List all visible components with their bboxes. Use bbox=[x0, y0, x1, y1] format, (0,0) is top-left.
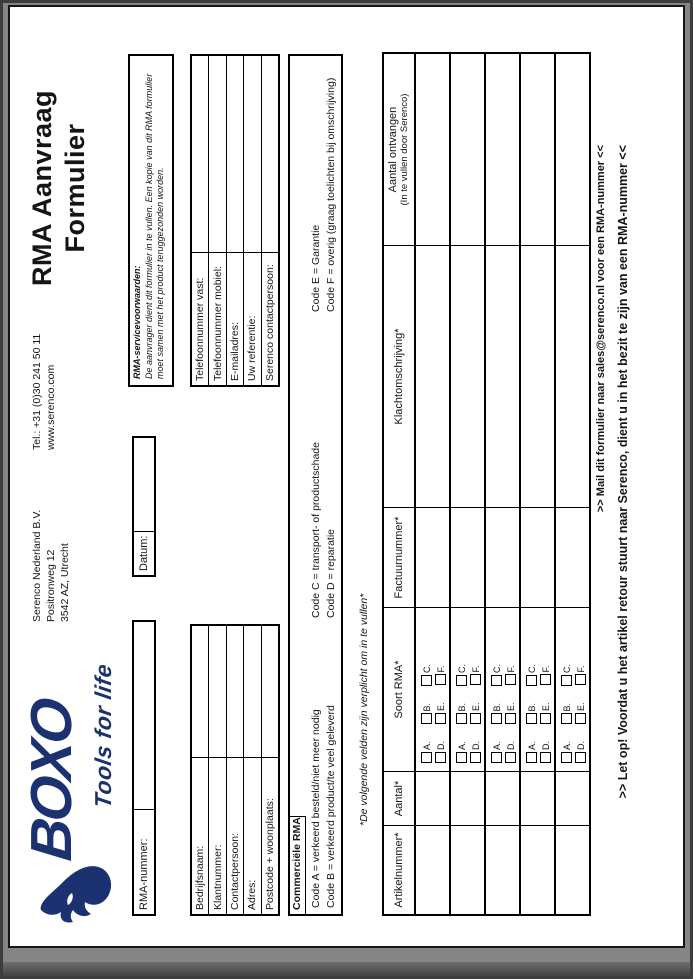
checkbox-f[interactable] bbox=[435, 674, 446, 685]
factuurnummer-cell[interactable] bbox=[486, 508, 519, 608]
factuurnummer-cell[interactable] bbox=[521, 508, 554, 608]
checkbox-item-b bbox=[526, 703, 537, 725]
aantal-ontvangen-cell[interactable] bbox=[556, 54, 589, 246]
checkbox-b-label: B. bbox=[526, 702, 537, 712]
checkbox-c[interactable] bbox=[421, 675, 432, 686]
customer-info-block bbox=[190, 624, 280, 916]
company-city: 3542 AZ, Utrecht bbox=[59, 543, 71, 622]
artikelnummer-cell[interactable] bbox=[486, 826, 519, 914]
checkbox-f-label: F. bbox=[575, 665, 586, 673]
checkbox-a-label: A. bbox=[526, 741, 537, 750]
checkbox-a-label: A. bbox=[561, 741, 572, 750]
checkbox-item-a bbox=[526, 741, 537, 763]
klachtomschrijving-cell[interactable] bbox=[486, 246, 519, 508]
klantnummer-field[interactable] bbox=[209, 626, 225, 757]
checkbox-item-c bbox=[421, 664, 432, 686]
soort-rma-cell bbox=[451, 608, 484, 772]
checkbox-b-label: B. bbox=[456, 702, 467, 712]
adres-field[interactable] bbox=[244, 626, 260, 757]
bedrijfsnaam-field[interactable] bbox=[192, 626, 208, 757]
table-row bbox=[519, 54, 554, 914]
service-terms-line1: De aanvrager dient dit formulier in te vullen. Een kopie van dit RMA formulier bbox=[143, 73, 154, 379]
checkbox-b-label: B. bbox=[491, 702, 502, 712]
checkbox-line-abc bbox=[420, 608, 433, 763]
checkbox-d[interactable] bbox=[505, 752, 516, 763]
code-f: Code F = overig (graag toelichten bij omschrijving) bbox=[325, 77, 337, 312]
aantal-ontvangen-cell[interactable] bbox=[451, 54, 484, 246]
checkbox-f[interactable] bbox=[470, 674, 481, 685]
field-row bbox=[243, 56, 260, 385]
datum-label: Datum: bbox=[134, 531, 154, 575]
checkbox-line-abc bbox=[560, 608, 573, 763]
website-url: www.serenco.com bbox=[45, 364, 57, 450]
factuurnummer-cell[interactable] bbox=[416, 508, 449, 608]
commerciele-rma-section bbox=[288, 54, 343, 916]
checkbox-b[interactable] bbox=[561, 713, 572, 724]
aantal-cell[interactable] bbox=[521, 772, 554, 826]
checkbox-b[interactable] bbox=[456, 713, 467, 724]
checkbox-f[interactable] bbox=[575, 674, 586, 685]
soort-rma-cell bbox=[521, 608, 554, 772]
table-row bbox=[484, 54, 519, 914]
checkbox-f-label: F. bbox=[435, 665, 446, 673]
code-a: Code A = verkeerd besteld/niet meer nodig bbox=[310, 709, 322, 908]
form-title-line2: Formulier bbox=[60, 123, 90, 253]
checkbox-b-label: B. bbox=[561, 702, 572, 712]
checkbox-item-a bbox=[456, 741, 467, 763]
checkbox-b[interactable] bbox=[421, 713, 432, 724]
checkbox-line-abc bbox=[525, 608, 538, 763]
artikelnummer-cell[interactable] bbox=[521, 826, 554, 914]
checkbox-item-d bbox=[575, 741, 586, 763]
checkbox-d-label: D. bbox=[575, 741, 586, 750]
field-row bbox=[208, 626, 225, 914]
field-row bbox=[243, 626, 260, 914]
aantal-ontvangen-cell[interactable] bbox=[521, 54, 554, 246]
datum-box bbox=[132, 436, 156, 577]
checkbox-item-a bbox=[491, 741, 502, 763]
checkbox-c-label: C. bbox=[526, 663, 537, 673]
contactpersoon-label: Contactpersoon: bbox=[227, 757, 243, 914]
checkbox-item-e bbox=[540, 702, 551, 724]
checkbox-a-label: A. bbox=[491, 741, 502, 750]
checkbox-item-f bbox=[575, 665, 586, 685]
form-title bbox=[26, 49, 92, 327]
serenco-contactpersoon-field[interactable] bbox=[262, 56, 278, 252]
boxo-logo bbox=[19, 614, 134, 924]
checkbox-item-f bbox=[435, 665, 446, 685]
footer-instructions bbox=[595, 145, 630, 798]
header-aantal-ontvangen: Aantal ontvangen (In te vullen door Serenco) bbox=[384, 54, 414, 246]
checkbox-item-b bbox=[561, 703, 572, 725]
checkbox-e-label: E. bbox=[505, 702, 516, 711]
brand-tagline: Tools for life bbox=[90, 661, 116, 810]
checkbox-item-a bbox=[421, 741, 432, 763]
checkbox-f-label: F. bbox=[505, 665, 516, 673]
field-row bbox=[226, 56, 243, 385]
checkbox-item-e bbox=[575, 702, 586, 724]
checkbox-c-label: C. bbox=[421, 663, 432, 673]
rma-items-table bbox=[382, 52, 591, 916]
rma-number-label: RMA-nummer: bbox=[134, 809, 154, 914]
header-aantal: Aantal* bbox=[384, 772, 414, 826]
header-klachtomschrijving: Klachtomschrijving* bbox=[384, 246, 414, 508]
checkbox-line-def bbox=[574, 608, 587, 763]
boxo-mascot-icon bbox=[38, 864, 114, 924]
emailadres-label: E-mailadres: bbox=[227, 252, 243, 385]
checkbox-e[interactable] bbox=[435, 713, 446, 724]
header-soort-rma: Soort RMA* bbox=[384, 608, 414, 772]
required-fields-note: *De volgende velden zijn verplicht om in te vullen* bbox=[358, 593, 370, 826]
field-row bbox=[208, 56, 225, 385]
klachtomschrijving-cell[interactable] bbox=[416, 246, 449, 508]
checkbox-a[interactable] bbox=[456, 752, 467, 763]
checkbox-d-label: D. bbox=[470, 741, 481, 750]
soort-rma-cell bbox=[486, 608, 519, 772]
field-row bbox=[226, 626, 243, 914]
code-b: Code B = verkeerd product/te veel geleverd bbox=[325, 705, 337, 908]
checkbox-line-abc bbox=[490, 608, 503, 763]
aantal-cell[interactable] bbox=[556, 772, 589, 826]
table-row bbox=[414, 54, 449, 914]
checkbox-item-c bbox=[561, 664, 572, 686]
code-column-ab bbox=[309, 705, 339, 908]
factuurnummer-cell[interactable] bbox=[556, 508, 589, 608]
company-name: Serenco Nederland B.V. bbox=[31, 509, 43, 622]
checkbox-d[interactable] bbox=[575, 752, 586, 763]
serenco-contactpersoon-label: Serenco contactpersoon: bbox=[262, 252, 278, 385]
checkbox-item-b bbox=[456, 703, 467, 725]
checkbox-b-label: B. bbox=[421, 702, 432, 712]
postcode-field[interactable] bbox=[262, 626, 278, 757]
checkbox-c[interactable] bbox=[526, 675, 537, 686]
checkbox-b[interactable] bbox=[491, 713, 502, 724]
checkbox-e-label: E. bbox=[435, 702, 446, 711]
artikelnummer-cell[interactable] bbox=[451, 826, 484, 914]
checkbox-d-label: D. bbox=[540, 741, 551, 750]
telefoon-vast-label: Telefoonnummer vast: bbox=[192, 252, 208, 385]
checkbox-d-label: D. bbox=[435, 741, 446, 750]
field-row bbox=[192, 56, 208, 385]
checkbox-item-b bbox=[491, 703, 502, 725]
code-c: Code C = transport- of productschade bbox=[310, 442, 322, 618]
checkbox-a-label: A. bbox=[456, 741, 467, 750]
company-address bbox=[30, 510, 72, 622]
checkbox-e-label: E. bbox=[470, 702, 481, 711]
checkbox-line-def bbox=[469, 608, 482, 763]
field-row bbox=[261, 56, 278, 385]
letop-instruction: >> Let op! Voordat u het artikel retour stuurt naar Serenco, dient u in het bezit te zijn van een RMA-nummer << bbox=[616, 145, 630, 799]
checkbox-e-label: E. bbox=[540, 702, 551, 711]
aantal-cell[interactable] bbox=[451, 772, 484, 826]
phone-number: Tel.: +31 (0)30 241 50 11 bbox=[31, 333, 43, 450]
aantal-cell[interactable] bbox=[486, 772, 519, 826]
checkbox-line-def bbox=[504, 608, 517, 763]
referentie-field[interactable] bbox=[244, 56, 260, 252]
checkbox-f[interactable] bbox=[505, 674, 516, 685]
aantal-ontvangen-cell[interactable] bbox=[416, 54, 449, 246]
aantal-ontvangen-cell[interactable] bbox=[486, 54, 519, 246]
aantal-cell[interactable] bbox=[416, 772, 449, 826]
checkbox-item-e bbox=[470, 702, 481, 724]
telefoon-vast-field[interactable] bbox=[192, 56, 208, 252]
klantnummer-label: Klantnummer: bbox=[209, 757, 225, 914]
form-title-line1: RMA Aanvraag bbox=[27, 89, 57, 287]
service-terms bbox=[128, 54, 174, 387]
table-body bbox=[414, 54, 589, 914]
checkbox-item-e bbox=[505, 702, 516, 724]
checkbox-c-label: C. bbox=[491, 663, 502, 673]
table-row bbox=[554, 54, 589, 914]
mail-instruction: >> Mail dit formulier naar sales@serenco.nl voor een RMA-nummer << bbox=[595, 145, 607, 513]
checkbox-item-d bbox=[540, 741, 551, 763]
code-e: Code E = Garantie bbox=[310, 224, 322, 312]
code-column-cd bbox=[309, 442, 339, 618]
brand-wordmark: BOXO bbox=[19, 697, 84, 864]
factuurnummer-cell[interactable] bbox=[451, 508, 484, 608]
postcode-label: Postcode + woonplaats: bbox=[262, 757, 278, 914]
emailadres-field[interactable] bbox=[227, 56, 243, 252]
soort-rma-cell bbox=[556, 608, 589, 772]
artikelnummer-cell[interactable] bbox=[556, 826, 589, 914]
checkbox-e[interactable] bbox=[575, 713, 586, 724]
checkbox-item-e bbox=[435, 702, 446, 724]
rma-number-box bbox=[132, 620, 156, 916]
header-factuurnummer: Factuurnummer* bbox=[384, 508, 414, 608]
checkbox-item-b bbox=[421, 703, 432, 725]
company-contact bbox=[30, 334, 58, 450]
soort-rma-cell bbox=[416, 608, 449, 772]
adres-label: Adres: bbox=[244, 757, 260, 914]
checkbox-item-a bbox=[561, 741, 572, 763]
klachtomschrijving-cell[interactable] bbox=[521, 246, 554, 508]
checkbox-f-label: F. bbox=[470, 665, 481, 673]
rotated-form-canvas bbox=[10, 7, 682, 944]
checkbox-item-f bbox=[470, 665, 481, 685]
company-street: Positronweg 12 bbox=[45, 549, 57, 622]
bedrijfsnaam-label: Bedrijfsnaam: bbox=[192, 757, 208, 914]
service-terms-line2: moet samen met het product teruggezonden worden. bbox=[155, 167, 165, 379]
telefoon-mobiel-label: Telefoonnummer mobiel: bbox=[209, 252, 225, 385]
checkbox-item-f bbox=[505, 665, 516, 685]
checkbox-b[interactable] bbox=[526, 713, 537, 724]
document-page bbox=[8, 5, 685, 948]
commerciele-rma-heading: Commerciële RMA bbox=[290, 816, 306, 914]
field-row bbox=[192, 626, 208, 914]
code-column-ef bbox=[309, 77, 339, 312]
checkbox-a[interactable] bbox=[491, 752, 502, 763]
header-aantal-ontvangen-sub: (In te vullen door Serenco) bbox=[399, 93, 410, 206]
klachtomschrijving-cell[interactable] bbox=[451, 246, 484, 508]
checkbox-c[interactable] bbox=[456, 675, 467, 686]
contact-info-block bbox=[190, 54, 280, 387]
datum-field[interactable] bbox=[134, 438, 154, 531]
checkbox-c[interactable] bbox=[561, 675, 572, 686]
checkbox-f[interactable] bbox=[540, 674, 551, 685]
checkbox-e[interactable] bbox=[470, 713, 481, 724]
checkbox-a[interactable] bbox=[561, 752, 572, 763]
checkbox-c[interactable] bbox=[491, 675, 502, 686]
contactpersoon-field[interactable] bbox=[227, 626, 243, 757]
checkbox-c-label: C. bbox=[561, 663, 572, 673]
field-row bbox=[261, 626, 278, 914]
code-d: Code D = reparatie bbox=[325, 528, 337, 618]
checkbox-item-c bbox=[526, 664, 537, 686]
checkbox-a[interactable] bbox=[526, 752, 537, 763]
service-terms-heading: RMA-servicevoorwaarden: bbox=[132, 265, 142, 379]
table-header-row bbox=[384, 54, 414, 914]
checkbox-d[interactable] bbox=[540, 752, 551, 763]
checkbox-e-label: E. bbox=[575, 702, 586, 711]
header-artikelnummer: Artikelnummer* bbox=[392, 832, 405, 908]
page-shadow bbox=[0, 962, 693, 979]
checkbox-a[interactable] bbox=[421, 752, 432, 763]
checkbox-line-def bbox=[434, 608, 447, 763]
artikelnummer-cell[interactable] bbox=[416, 826, 449, 914]
checkbox-d[interactable] bbox=[435, 752, 446, 763]
table-row bbox=[449, 54, 484, 914]
rma-number-field[interactable] bbox=[134, 622, 154, 809]
checkbox-line-def bbox=[539, 608, 552, 763]
checkbox-c-label: C. bbox=[456, 663, 467, 673]
checkbox-item-c bbox=[456, 664, 467, 686]
checkbox-item-f bbox=[540, 665, 551, 685]
checkbox-e[interactable] bbox=[505, 713, 516, 724]
klachtomschrijving-cell[interactable] bbox=[556, 246, 589, 508]
telefoon-mobiel-field[interactable] bbox=[209, 56, 225, 252]
checkbox-item-c bbox=[491, 664, 502, 686]
checkbox-item-d bbox=[505, 741, 516, 763]
checkbox-item-d bbox=[470, 741, 481, 763]
checkbox-a-label: A. bbox=[421, 741, 432, 750]
checkbox-e[interactable] bbox=[540, 713, 551, 724]
checkbox-f-label: F. bbox=[540, 665, 551, 673]
checkbox-item-d bbox=[435, 741, 446, 763]
referentie-label: Uw referentie: bbox=[244, 252, 260, 385]
checkbox-d[interactable] bbox=[470, 752, 481, 763]
checkbox-d-label: D. bbox=[505, 741, 516, 750]
checkbox-line-abc bbox=[455, 608, 468, 763]
